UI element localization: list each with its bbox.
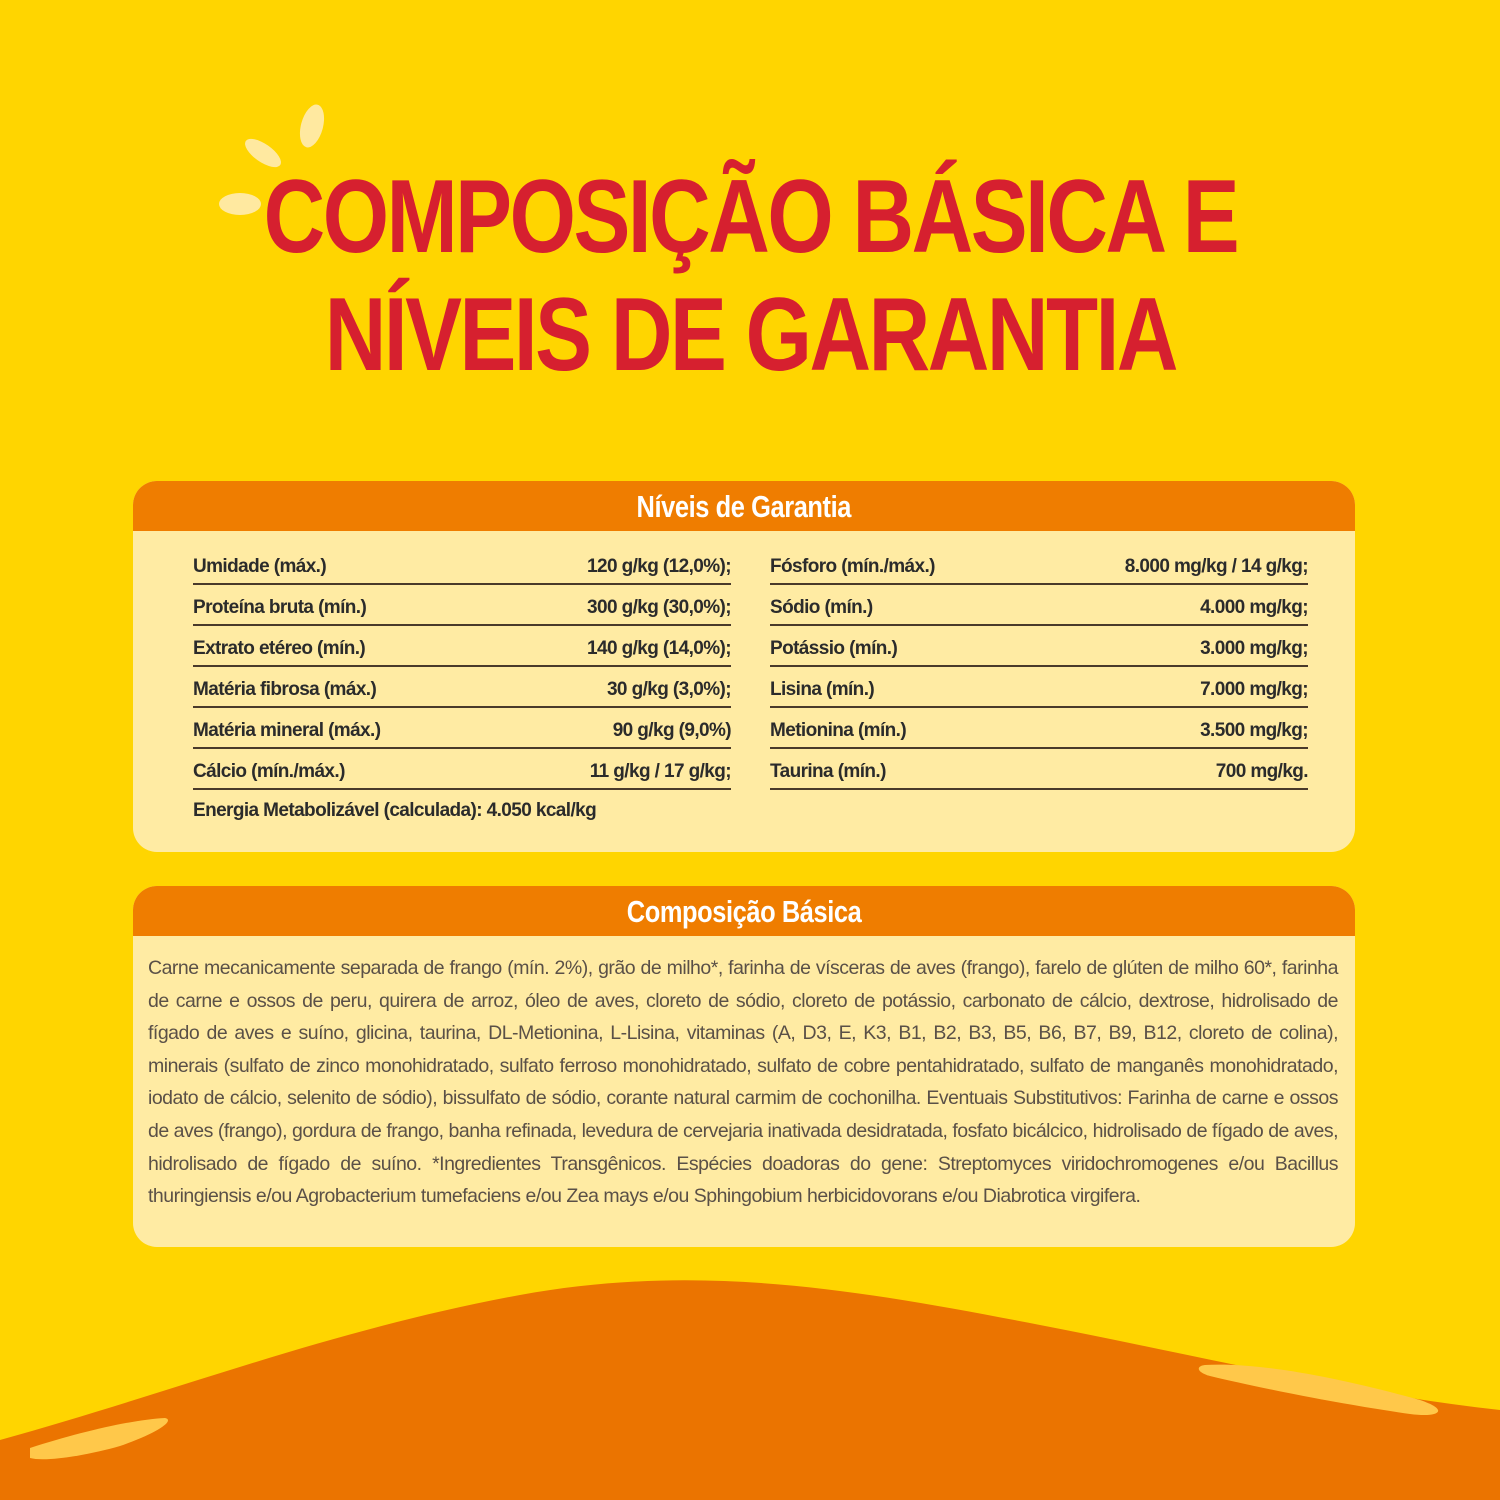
row-label: Matéria mineral (máx.) <box>193 720 381 741</box>
row-label: Cálcio (mín./máx.) <box>193 761 345 782</box>
row-value: 700 mg/kg. <box>1215 761 1308 782</box>
row-value: 120 g/kg (12,0%); <box>587 556 731 577</box>
row-value: 30 g/kg (3,0%); <box>606 679 731 700</box>
table-row <box>770 751 1308 790</box>
niveis-garantia-heading: Níveis de Garantia <box>636 489 852 524</box>
niveis-right-column <box>770 546 1308 790</box>
table-row <box>770 628 1308 667</box>
table-row <box>193 546 731 585</box>
row-value: 3.500 mg/kg; <box>1200 720 1308 741</box>
row-value: 11 g/kg / 17 g/kg; <box>589 761 731 782</box>
row-label: Potássio (mín.) <box>770 638 898 659</box>
row-value: 8.000 mg/kg / 14 g/kg; <box>1124 556 1308 577</box>
row-value: 300 g/kg (30,0%); <box>587 597 731 618</box>
composicao-basica-header <box>133 886 1355 936</box>
row-label: Taurina (mín.) <box>770 761 886 782</box>
table-row <box>193 710 731 749</box>
row-value: 3.000 mg/kg; <box>1200 638 1308 659</box>
table-row <box>770 669 1308 708</box>
table-row <box>770 546 1308 585</box>
row-label: Lisina (mín.) <box>770 679 875 700</box>
table-row <box>193 669 731 708</box>
row-label: Extrato etéreo (mín.) <box>193 638 366 659</box>
table-row <box>770 587 1308 626</box>
row-label: Umidade (máx.) <box>193 556 327 577</box>
row-value: 4.000 mg/kg; <box>1200 597 1308 618</box>
table-row <box>770 710 1308 749</box>
table-row <box>193 628 731 667</box>
page-title <box>135 158 1365 394</box>
row-value: 140 g/kg (14,0%); <box>587 638 731 659</box>
composicao-text: Carne mecanicamente separada de frango (mín. 2%), grão de milho*, farinha de vísceras de aves (frango), farelo de glúten de milho 60*, farinha de carne e ossos de peru, quirera de arroz, óleo de aves, cloreto de sódio, cloreto de potássio, carbonato de cálcio, dextrose, hidrolisado de fígado de aves e suíno, glicina, taurina, DL-Metionina, L-Lisina, vitaminas (A, D3, E, K3, B1, B2, B3, B5, B6, B7, B9, B12, cloreto de colina), minerais (sulfato de zinco monohidratado, sulfato ferroso monohidratado, sulfato de cobre pentahidratado, sulfato de manganês monohidratado, iodato de cálcio, selenito de sódio), bissulfato de sódio, corante natural carmim de cochonilha. Eventuais Substitutivos: Farinha de carne e ossos de aves (frango), gordura de frango, banha refinada, levedura de cervejaria inativada desidratada, fosfato bicálcico, hidrolisado de fígado de aves, hidrolisado de fígado de suíno. *Ingredientes Transgênicos. Espécies doadoras do gene: Streptomyces viridochromogenes e/ou Bacillus thuringiensis e/ou Agrobacterium tumefaciens e/ou Zea mays e/ou Sphingobium herbicidovorans e/ou Diabrotica virgifera. <box>148 957 1338 1208</box>
composicao-basica-heading: Composição Básica <box>626 894 862 929</box>
niveis-garantia-header <box>133 481 1355 531</box>
table-row <box>193 587 731 626</box>
row-label: Sódio (mín.) <box>770 597 873 618</box>
row-label: Proteína bruta (mín.) <box>193 597 367 618</box>
energy-line: Energia Metabolizável (calculada): 4.050 kcal/kg <box>193 800 597 821</box>
table-row <box>193 751 731 790</box>
sparkle-mark <box>296 102 329 150</box>
row-value: 7.000 mg/kg; <box>1200 679 1308 700</box>
title-line-2: NÍVEIS DE GARANTIA <box>324 277 1176 393</box>
row-value: 90 g/kg (9,0%) <box>612 720 731 741</box>
row-label: Fósforo (mín./máx.) <box>770 556 935 577</box>
row-label: Metionina (mín.) <box>770 720 907 741</box>
row-label: Matéria fibrosa (máx.) <box>193 679 377 700</box>
niveis-left-column <box>193 546 731 790</box>
title-line-1: COMPOSIÇÃO BÁSICA E <box>263 159 1238 275</box>
